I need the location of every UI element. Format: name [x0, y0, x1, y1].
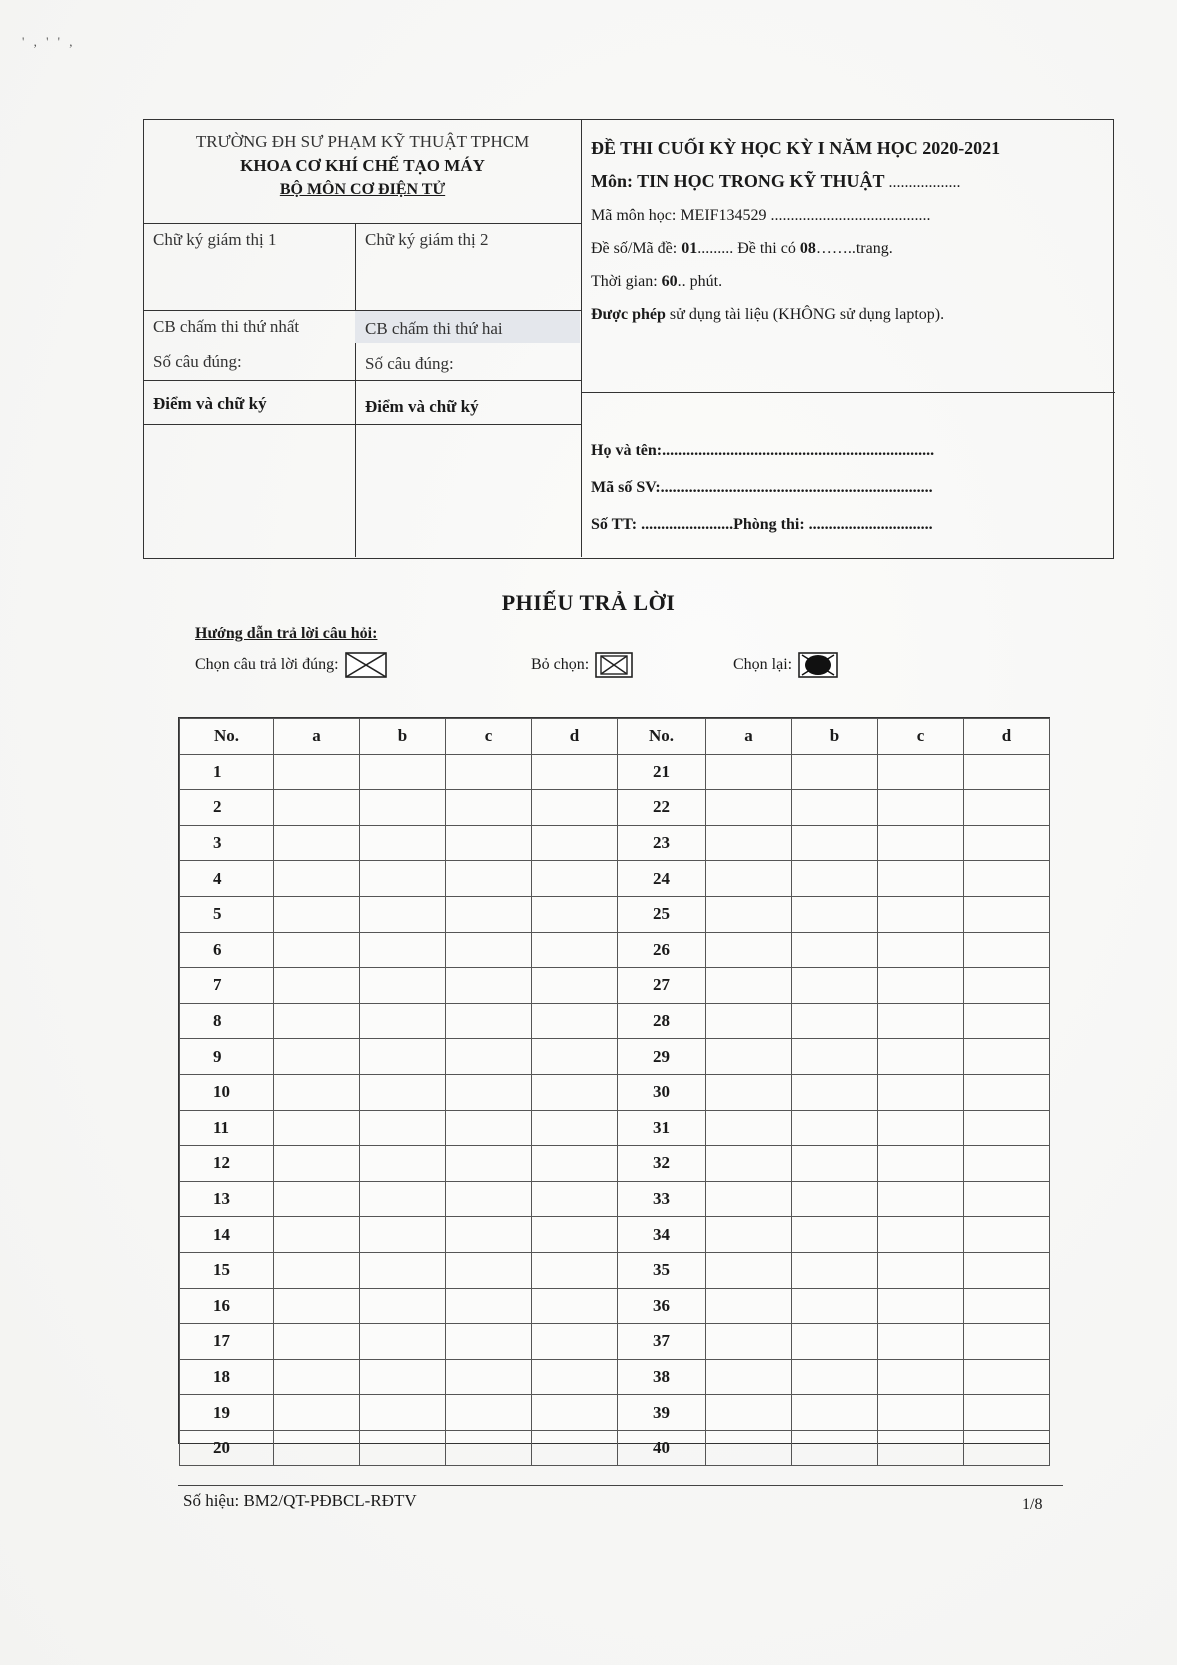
answer-cell-c[interactable]	[878, 1039, 964, 1075]
form-code: Số hiệu: BM2/QT-PĐBCL-RĐTV	[183, 1491, 417, 1510]
answer-cell-c[interactable]	[446, 790, 532, 826]
question-number: 10	[180, 1074, 274, 1110]
unselect-label: Bỏ chọn:	[531, 656, 590, 673]
answer-row	[180, 1288, 1050, 1324]
answer-cell-a[interactable]	[706, 1110, 792, 1146]
header-d-left: d	[532, 719, 618, 755]
answer-cell-d[interactable]	[964, 896, 1050, 932]
answer-cell-c[interactable]	[878, 1003, 964, 1039]
instruction-unselect	[531, 652, 633, 678]
answer-cell-d[interactable]	[964, 1395, 1050, 1431]
exam-subject: Môn: TIN HỌC TRONG KỸ THUẬT ..................	[591, 171, 961, 191]
answer-cell-d[interactable]	[532, 1324, 618, 1360]
exam-materials: Được phép sử dụng tài liệu (KHÔNG sử dụng laptop).	[591, 306, 945, 323]
score-signature-1-label: Điểm và chữ ký	[153, 394, 267, 413]
answer-cell-d[interactable]	[964, 1181, 1050, 1217]
answer-cell-b[interactable]	[792, 1430, 878, 1466]
answer-cell-a[interactable]	[706, 896, 792, 932]
proctor-signature-2-label: Chữ ký giám thị 2	[365, 230, 489, 249]
answer-cell-b[interactable]	[360, 968, 446, 1004]
answer-cell-c[interactable]	[878, 1146, 964, 1182]
answer-cell-c[interactable]	[878, 896, 964, 932]
answer-cell-a[interactable]	[274, 1003, 360, 1039]
answer-cell-d[interactable]	[532, 1359, 618, 1395]
question-number: 16	[180, 1288, 274, 1324]
answer-cell-b[interactable]	[360, 932, 446, 968]
department-name: BỘ MÔN CƠ ĐIỆN TỬ	[279, 181, 446, 198]
answer-cell-d[interactable]	[964, 1003, 1050, 1039]
instruction-heading: Hướng dẫn trả lời câu hỏi:	[195, 625, 378, 642]
answer-cell-c[interactable]	[878, 861, 964, 897]
score-signature-2-label: Điểm và chữ ký	[365, 397, 479, 416]
header-rule-right	[581, 392, 1115, 393]
question-number: 27	[618, 968, 706, 1004]
answer-cell-c[interactable]	[878, 1395, 964, 1431]
answer-cell-b[interactable]	[792, 1395, 878, 1431]
header-a-left: a	[274, 719, 360, 755]
answer-cell-a[interactable]	[706, 1324, 792, 1360]
answer-cell-b[interactable]	[792, 1074, 878, 1110]
answer-grid-body	[180, 754, 1050, 1466]
exam-time: Thời gian: 60.. phút.	[591, 273, 723, 290]
footer-rule	[178, 1485, 1063, 1486]
question-number: 25	[618, 896, 706, 932]
answer-cell-a[interactable]	[274, 968, 360, 1004]
question-number: 2	[180, 790, 274, 826]
answer-cell-d[interactable]	[532, 1110, 618, 1146]
answer-cell-c[interactable]	[878, 1181, 964, 1217]
header-divider-signatures	[355, 223, 356, 557]
student-id-field: Mã số SV:....................................................................	[591, 479, 933, 496]
answer-cell-c[interactable]	[878, 1324, 964, 1360]
answer-cell-b[interactable]	[792, 932, 878, 968]
answer-cell-d[interactable]	[532, 932, 618, 968]
question-number: 30	[618, 1074, 706, 1110]
answer-cell-a[interactable]	[706, 861, 792, 897]
answer-cell-a[interactable]	[274, 896, 360, 932]
crossed-out-mark-icon	[595, 652, 633, 678]
answer-cell-d[interactable]	[532, 1395, 618, 1431]
question-number: 34	[618, 1217, 706, 1253]
question-number: 28	[618, 1003, 706, 1039]
answer-cell-b[interactable]	[360, 825, 446, 861]
answer-cell-c[interactable]	[446, 1252, 532, 1288]
answer-cell-c[interactable]	[446, 825, 532, 861]
faculty-name: KHOA CƠ KHÍ CHẾ TẠO MÁY	[240, 156, 485, 175]
answer-cell-a[interactable]	[274, 790, 360, 826]
answer-cell-c[interactable]	[446, 1217, 532, 1253]
answer-cell-a[interactable]	[274, 1074, 360, 1110]
answer-cell-d[interactable]	[532, 968, 618, 1004]
question-number: 6	[180, 932, 274, 968]
answer-row	[180, 861, 1050, 897]
answer-cell-a[interactable]	[274, 1395, 360, 1431]
answer-cell-a[interactable]	[274, 1324, 360, 1360]
header-no-right: No.	[618, 719, 706, 755]
answer-cell-b[interactable]	[792, 754, 878, 790]
answer-cell-d[interactable]	[964, 1074, 1050, 1110]
answer-cell-d[interactable]	[964, 1110, 1050, 1146]
answer-row	[180, 1430, 1050, 1466]
answer-cell-a[interactable]	[706, 790, 792, 826]
answer-cell-a[interactable]	[706, 1288, 792, 1324]
answer-sheet-title: PHIẾU TRẢ LỜI	[501, 590, 676, 615]
question-number: 31	[618, 1110, 706, 1146]
instruction-reselect	[733, 652, 838, 678]
question-number: 37	[618, 1324, 706, 1360]
answer-cell-c[interactable]	[878, 1252, 964, 1288]
answer-cell-b[interactable]	[792, 1252, 878, 1288]
answer-cell-d[interactable]	[964, 790, 1050, 826]
question-number: 17	[180, 1324, 274, 1360]
answer-cell-c[interactable]	[446, 1359, 532, 1395]
answer-cell-d[interactable]	[964, 754, 1050, 790]
answer-cell-c[interactable]	[878, 968, 964, 1004]
question-number: 11	[180, 1110, 274, 1146]
answer-cell-b[interactable]	[792, 825, 878, 861]
answer-row	[180, 1110, 1050, 1146]
answer-cell-c[interactable]	[878, 1074, 964, 1110]
answer-cell-a[interactable]	[706, 1395, 792, 1431]
answer-cell-d[interactable]	[964, 825, 1050, 861]
question-number: 8	[180, 1003, 274, 1039]
answer-row	[180, 754, 1050, 790]
answer-cell-d[interactable]	[964, 968, 1050, 1004]
header-no-left: No.	[180, 719, 274, 755]
answer-cell-b[interactable]	[792, 1217, 878, 1253]
answer-cell-d[interactable]	[532, 1003, 618, 1039]
answer-cell-c[interactable]	[446, 1395, 532, 1431]
answer-cell-a[interactable]	[274, 1430, 360, 1466]
answer-cell-d[interactable]	[964, 1359, 1050, 1395]
question-number: 15	[180, 1252, 274, 1288]
answer-cell-d[interactable]	[532, 1288, 618, 1324]
answer-cell-c[interactable]	[878, 825, 964, 861]
answer-cell-b[interactable]	[360, 1324, 446, 1360]
answer-cell-b[interactable]	[360, 896, 446, 932]
answer-cell-d[interactable]	[532, 861, 618, 897]
question-number: 7	[180, 968, 274, 1004]
header-rule-3	[144, 380, 581, 381]
question-number: 23	[618, 825, 706, 861]
answer-cell-a[interactable]	[274, 1288, 360, 1324]
student-name-field: Họ và tên:....................................................................	[591, 442, 935, 459]
answer-cell-d[interactable]	[964, 1324, 1050, 1360]
answer-cell-d[interactable]	[532, 754, 618, 790]
answer-cell-a[interactable]	[706, 968, 792, 1004]
school-info	[144, 130, 581, 202]
answer-cell-b[interactable]	[792, 1324, 878, 1360]
exam-title: ĐỀ THI CUỐI KỲ HỌC KỲ I NĂM HỌC 2020-2021	[591, 138, 1001, 158]
question-number: 21	[618, 754, 706, 790]
question-number: 38	[618, 1359, 706, 1395]
correct-count-2-label: Số câu đúng:	[365, 354, 454, 373]
header-a-right: a	[706, 719, 792, 755]
answer-cell-b[interactable]	[360, 1252, 446, 1288]
answer-cell-b[interactable]	[792, 790, 878, 826]
question-number: 36	[618, 1288, 706, 1324]
answer-cell-a[interactable]	[706, 1181, 792, 1217]
answer-cell-a[interactable]	[274, 1039, 360, 1075]
answer-row	[180, 1217, 1050, 1253]
answer-row	[180, 1324, 1050, 1360]
answer-row	[180, 968, 1050, 1004]
answer-cell-d[interactable]	[532, 1039, 618, 1075]
answer-cell-b[interactable]	[792, 968, 878, 1004]
question-number: 39	[618, 1395, 706, 1431]
answer-cell-c[interactable]	[446, 861, 532, 897]
answer-cell-a[interactable]	[706, 754, 792, 790]
answer-cell-b[interactable]	[792, 1181, 878, 1217]
answer-cell-d[interactable]	[532, 1181, 618, 1217]
reselect-label: Chọn lại:	[733, 656, 793, 673]
page-number: 1/8	[1022, 1496, 1043, 1513]
question-number: 24	[618, 861, 706, 897]
exam-header-block	[143, 119, 1114, 559]
cross-mark-icon	[345, 652, 387, 678]
question-number: 40	[618, 1430, 706, 1466]
exam-number: Đề số/Mã đề: 01......... Đề thi có 08……..trang.	[591, 240, 893, 257]
answer-cell-d[interactable]	[532, 1146, 618, 1182]
answer-cell-b[interactable]	[792, 1039, 878, 1075]
answer-cell-c[interactable]	[446, 1003, 532, 1039]
question-number: 20	[180, 1430, 274, 1466]
answer-cell-a[interactable]	[274, 1146, 360, 1182]
header-rule-4	[144, 424, 581, 425]
answer-row	[180, 825, 1050, 861]
answer-cell-a[interactable]	[274, 754, 360, 790]
answer-row	[180, 1146, 1050, 1182]
answer-row	[180, 1395, 1050, 1431]
grader-2-label: CB chấm thi thứ hai	[365, 319, 503, 338]
choose-label: Chọn câu trả lời đúng:	[195, 656, 339, 673]
question-number: 9	[180, 1039, 274, 1075]
answer-cell-b[interactable]	[360, 1217, 446, 1253]
answer-cell-b[interactable]	[360, 790, 446, 826]
answer-cell-b[interactable]	[360, 1430, 446, 1466]
answer-cell-c[interactable]	[878, 1217, 964, 1253]
question-number: 19	[180, 1395, 274, 1431]
answer-cell-b[interactable]	[360, 1395, 446, 1431]
answer-cell-c[interactable]	[446, 1074, 532, 1110]
scan-marks: ' , ' ' ,	[22, 34, 76, 49]
answer-cell-d[interactable]	[964, 1288, 1050, 1324]
answer-row	[180, 1039, 1050, 1075]
student-info	[591, 432, 1106, 543]
header-rule-1	[144, 223, 581, 224]
answer-cell-a[interactable]	[706, 1359, 792, 1395]
question-number: 32	[618, 1146, 706, 1182]
answer-row	[180, 932, 1050, 968]
answer-row	[180, 1003, 1050, 1039]
correct-count-1-label: Số câu đúng:	[153, 352, 242, 371]
answer-cell-d[interactable]	[532, 1252, 618, 1288]
answer-cell-b[interactable]	[792, 1003, 878, 1039]
answer-cell-d[interactable]	[532, 1217, 618, 1253]
grader-1-label: CB chấm thi thứ nhất	[153, 317, 300, 336]
answer-cell-a[interactable]	[706, 1217, 792, 1253]
instruction-choose	[195, 652, 387, 678]
answer-cell-c[interactable]	[878, 932, 964, 968]
school-name: TRƯỜNG ĐH SƯ PHẠM KỸ THUẬT TPHCM	[195, 132, 530, 151]
question-number: 13	[180, 1181, 274, 1217]
question-number: 14	[180, 1217, 274, 1253]
answer-cell-c[interactable]	[878, 1359, 964, 1395]
answer-cell-c[interactable]	[446, 1146, 532, 1182]
question-number: 5	[180, 896, 274, 932]
answer-cell-b[interactable]	[792, 1359, 878, 1395]
answer-cell-c[interactable]	[878, 1288, 964, 1324]
answer-cell-a[interactable]	[274, 1359, 360, 1395]
answer-cell-b[interactable]	[792, 861, 878, 897]
answer-cell-b[interactable]	[360, 1146, 446, 1182]
question-number: 12	[180, 1146, 274, 1182]
answer-cell-d[interactable]	[964, 1217, 1050, 1253]
answer-cell-c[interactable]	[446, 896, 532, 932]
answer-cell-a[interactable]	[706, 1252, 792, 1288]
answer-cell-d[interactable]	[964, 1252, 1050, 1288]
answer-cell-c[interactable]	[446, 1288, 532, 1324]
answer-cell-b[interactable]	[360, 861, 446, 897]
answer-cell-b[interactable]	[360, 1110, 446, 1146]
answer-row	[180, 896, 1050, 932]
question-number: 4	[180, 861, 274, 897]
answer-cell-b[interactable]	[792, 896, 878, 932]
question-number: 3	[180, 825, 274, 861]
answer-row	[180, 790, 1050, 826]
answer-cell-a[interactable]	[706, 1003, 792, 1039]
answer-row	[180, 1181, 1050, 1217]
seat-room-field: Số TT: .......................Phòng thi: ...............................	[591, 516, 933, 533]
answer-grid-header	[180, 719, 1050, 755]
proctor-signature-1-label: Chữ ký giám thị 1	[153, 230, 277, 249]
answer-cell-b[interactable]	[360, 1181, 446, 1217]
exam-course-code: Mã môn học: MEIF134529 ........................................	[591, 207, 931, 224]
answer-cell-c[interactable]	[446, 1430, 532, 1466]
answer-cell-d[interactable]	[532, 825, 618, 861]
answer-cell-a[interactable]	[706, 1430, 792, 1466]
answer-cell-a[interactable]	[274, 932, 360, 968]
answer-cell-c[interactable]	[446, 932, 532, 968]
answer-cell-b[interactable]	[792, 1110, 878, 1146]
question-number: 35	[618, 1252, 706, 1288]
answer-cell-d[interactable]	[532, 896, 618, 932]
header-c-left: c	[446, 719, 532, 755]
header-b-left: b	[360, 719, 446, 755]
answer-cell-b[interactable]	[792, 1288, 878, 1324]
filled-mark-icon	[798, 652, 838, 678]
answer-cell-d[interactable]	[532, 790, 618, 826]
answer-cell-a[interactable]	[706, 1146, 792, 1182]
answer-cell-d[interactable]	[532, 1430, 618, 1466]
answer-cell-c[interactable]	[446, 968, 532, 1004]
answer-cell-d[interactable]	[964, 1430, 1050, 1466]
answer-cell-a[interactable]	[274, 1181, 360, 1217]
answer-cell-a[interactable]	[274, 1110, 360, 1146]
header-c-right: c	[878, 719, 964, 755]
answer-cell-b[interactable]	[360, 1359, 446, 1395]
answer-cell-c[interactable]	[446, 1110, 532, 1146]
answer-cell-d[interactable]	[964, 1146, 1050, 1182]
answer-cell-b[interactable]	[360, 1288, 446, 1324]
answer-row	[180, 1252, 1050, 1288]
answer-cell-b[interactable]	[360, 1074, 446, 1110]
answer-cell-c[interactable]	[446, 1181, 532, 1217]
answer-cell-d[interactable]	[964, 1039, 1050, 1075]
answer-row	[180, 1074, 1050, 1110]
answer-cell-d[interactable]	[964, 861, 1050, 897]
question-number: 22	[618, 790, 706, 826]
header-divider-main	[581, 120, 582, 557]
answer-cell-a[interactable]	[706, 932, 792, 968]
answer-row	[180, 1359, 1050, 1395]
answer-cell-a[interactable]	[274, 1217, 360, 1253]
answer-cell-a[interactable]	[274, 825, 360, 861]
answer-cell-a[interactable]	[274, 861, 360, 897]
question-number: 33	[618, 1181, 706, 1217]
question-number: 29	[618, 1039, 706, 1075]
answer-cell-d[interactable]	[964, 932, 1050, 968]
answer-cell-a[interactable]	[706, 825, 792, 861]
answer-grid	[178, 717, 1050, 1458]
answer-cell-b[interactable]	[360, 1039, 446, 1075]
answer-cell-a[interactable]	[274, 1252, 360, 1288]
answer-cell-c[interactable]	[878, 754, 964, 790]
answer-cell-c[interactable]	[446, 1039, 532, 1075]
answer-cell-c[interactable]	[446, 754, 532, 790]
answer-cell-d[interactable]	[532, 1074, 618, 1110]
answer-cell-b[interactable]	[792, 1146, 878, 1182]
question-number: 1	[180, 754, 274, 790]
answer-cell-b[interactable]	[360, 1003, 446, 1039]
answer-cell-c[interactable]	[878, 1430, 964, 1466]
question-number: 26	[618, 932, 706, 968]
answer-cell-b[interactable]	[360, 754, 446, 790]
header-b-right: b	[792, 719, 878, 755]
question-number: 18	[180, 1359, 274, 1395]
answer-cell-c[interactable]	[446, 1324, 532, 1360]
answer-cell-a[interactable]	[706, 1039, 792, 1075]
header-d-right: d	[964, 719, 1050, 755]
exam-info	[591, 132, 1106, 331]
answer-cell-c[interactable]	[878, 1110, 964, 1146]
answer-cell-a[interactable]	[706, 1074, 792, 1110]
answer-cell-c[interactable]	[878, 790, 964, 826]
